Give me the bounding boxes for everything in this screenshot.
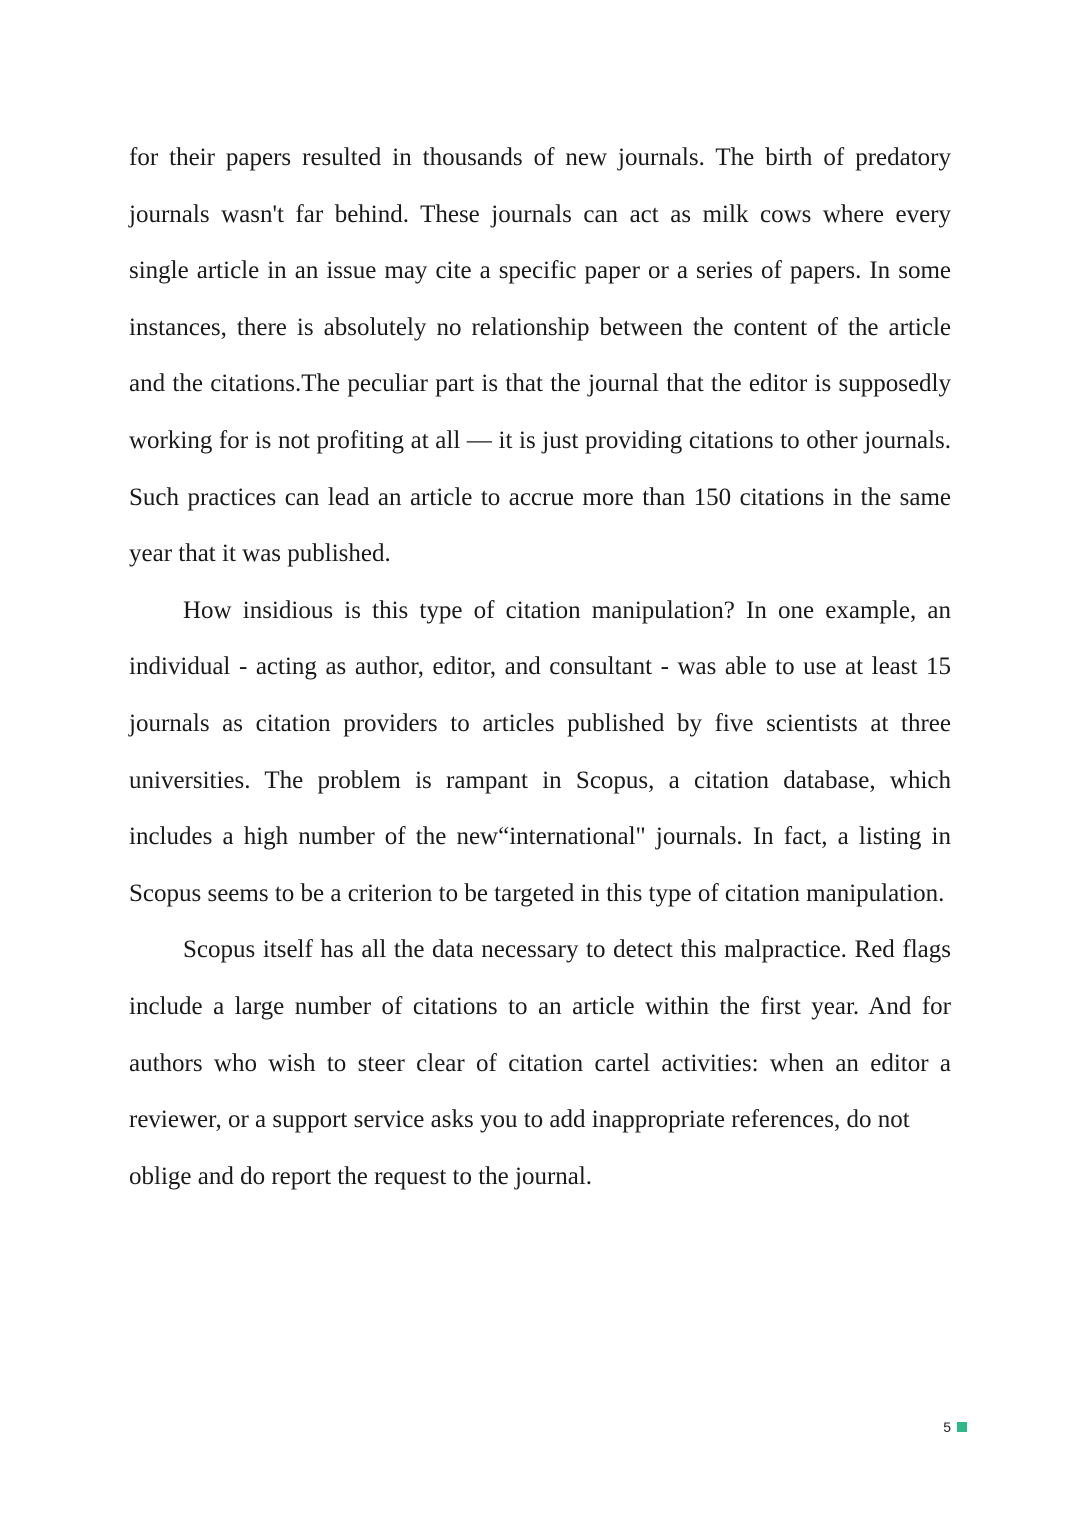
body-text [129, 130, 951, 1205]
page-number [943, 1419, 967, 1435]
paragraph-report-request: oblige and do report the request to the journal. [129, 1162, 593, 1190]
paragraph-scopus-detection: Scopus itself has all the data necessary to detect this malpractice. Red flags include a large number of citations to an article within the first year. And for authors who wish to steer clear of citation cartel activities: when an editor a reviewer, or a support service asks you to add inappropriate references, do not [129, 936, 951, 1134]
page-marker-square-icon [957, 1422, 967, 1432]
paragraph-citation-cows: for their papers resulted in thousands of new journals. The birth of predatory journals wasn't far behind. These journals can act as milk cows where every single article in an issue may cite a specific paper or a series of papers. In some instances, there is absolutely no relationship between the content of the article and the citations.The peculiar part is that the journal that the editor is supposedly working for is not profiting at all — it is just providing citations to other journals. Such practices can lead an article to accrue more than 150 citations in the same year that it was published. [129, 144, 951, 568]
paragraph-citation-manipulation: How insidious is this type of citation manipulation? In one example, an individual - acting as author, editor, and consultant - was able to use at least 15 journals as citation providers to articles published by five scientists at three universities. The problem is rampant in Scopus, a citation database, which includes a high number of the new“international" journals. In fact, a listing in Scopus seems to be a criterion to be targeted in this type of citation manipulation. [129, 596, 951, 907]
page-number-label: 5 [943, 1419, 951, 1435]
